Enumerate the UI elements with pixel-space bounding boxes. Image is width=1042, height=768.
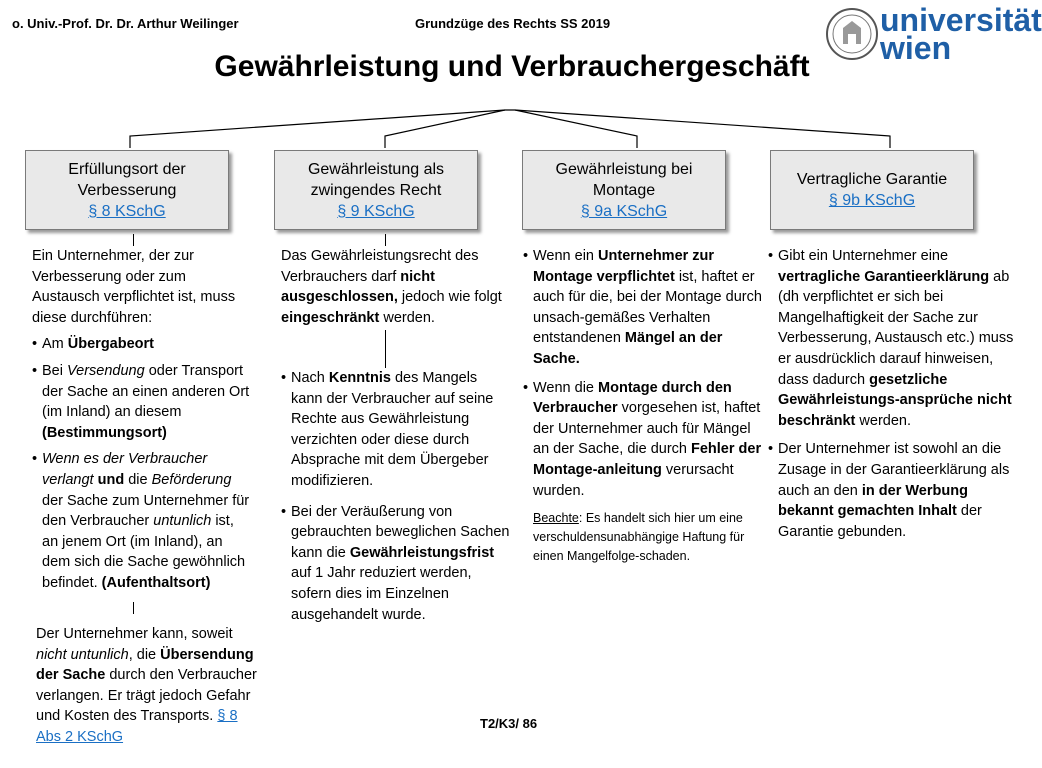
beachte-note: Beachte: Es handelt sich hier um eine verschuldensunabhängige Haftung für einen Mangelfolge-schaden. (533, 511, 745, 564)
list-item: • Nach Kenntnis des Mangels kann der Verbraucher auf seine Rechte aus Gewährleistung verzichten oder diese durch Absprache mit dem Übergeber modifizieren. (281, 370, 494, 489)
list-item: • Bei Versendung oder Transport der Sache an einen anderen Ort (im Inland) an diesem (Bestimmungsort) (32, 362, 250, 441)
link-9a-kschg[interactable]: § 9a KSchG (580, 202, 668, 220)
page-title: Gewährleistung und Verbrauchergeschäft (214, 50, 810, 83)
box-label: Vertragliche Garantie (796, 171, 948, 188)
list-item: • Gibt ein Unternehmer eine vertragliche Garantieerklärung ab (dh verpflichtet er sich bei Mangelhaftigkeit der Sache zur Verbesserung, Austausch etc.) muss er ausdrücklich darauf hinweisen, dass dadurch gesetzliche Gewährleistungs-ansprüche nicht beschränkt werden. (768, 248, 1014, 429)
list-item: • Wenn ein Unternehmer zur Montage verpflichtet ist, haftet er auch für die, bei der Montage durch unsach-gemäßes Verhalten entstandenen Mängel an der Sache. (523, 248, 762, 367)
box-garantie (770, 150, 974, 230)
list-item: • Bei der Veräußerung von gebrauchten beweglichen Sachen kann die Gewährleistungsfrist auf 1 Jahr reduziert werden, sofern dies im Einzelnen ausgehandelt wurde. (281, 503, 510, 623)
link-9-kschg[interactable]: § 9 KSchG (337, 202, 415, 220)
box-label: zwingendes Recht (310, 181, 442, 199)
intro-text: Das Gewährleistungsrecht des Verbrauchers darf nicht ausgeschlossen, jedoch wie folgt eingeschränkt werden. (281, 248, 502, 326)
list-item: • Wenn es der Verbraucher verlangt und die Beförderung der Sache zum Unternehmer für den Verbraucher untunlich ist, an jenem Ort (im Inland), an dem sich die Sache gewöhnlich befindet. (Aufenthaltsort) (32, 451, 250, 591)
author-name: o. Univ.-Prof. Dr. Dr. Arthur Weilinger (12, 16, 239, 31)
box-zwingendes-recht (274, 150, 478, 230)
column-erfuellungsort (32, 246, 250, 600)
logo-text-line1: universität (880, 2, 1042, 38)
connector-line (133, 602, 134, 614)
link-8-abs-2-kschg[interactable]: § 8 Abs 2 KSchG (36, 708, 238, 745)
box-erfuellungsort (25, 150, 229, 230)
box-label: Montage (592, 181, 656, 199)
course-name: Grundzüge des Rechts SS 2019 (415, 16, 611, 31)
column-montage (523, 246, 765, 566)
link-8-kschg[interactable]: § 8 KSchG (88, 202, 166, 220)
box-label: Gewährleistung als (307, 160, 445, 178)
column-zwingendes-recht (281, 246, 509, 328)
bracket-connector (0, 100, 1024, 155)
box-label: Gewährleistung bei (555, 160, 693, 178)
list-item: • Der Unternehmer ist sowohl an die Zusage in der Garantieerklärung als auch an den in der Werbung bekannt gemachten Inhalt der Garantie gebunden. (768, 441, 1010, 540)
page-number: T2/K3/ 86 (480, 716, 538, 731)
connector-line (385, 234, 386, 246)
link-9b-kschg[interactable]: § 9b KSchG (828, 192, 916, 209)
uebersendung-paragraph: Der Unternehmer kann, soweit nicht untunlich, die Übersendung der Sache durch den Verbraucher verlangen. Er trägt jedoch Gefahr und Kosten des Transports. § 8 Abs 2 KSchG (36, 626, 257, 745)
connector-line (133, 234, 134, 246)
list-item: • Wenn die Montage durch den Verbraucher vorgesehen ist, haftet der Unternehmer auch für Mängel an der Sache, die durch Fehler der Montage-anleitung verursacht wurden. (523, 379, 762, 499)
column-zwingendes-recht-list (281, 368, 511, 631)
box-label: Verbesserung (77, 181, 177, 199)
intro-text: Ein Unternehmer, der zur Verbesserung oder zum Austausch verpflichtet ist, muss diese durchführen: (32, 248, 236, 326)
box-label: Erfüllungsort der (68, 160, 186, 178)
column-garantie (768, 246, 1020, 548)
connector-line (385, 330, 386, 368)
logo-text-line2: wien (880, 30, 952, 66)
list-item: • Am Übergabeort (32, 336, 154, 353)
box-montage (522, 150, 726, 230)
